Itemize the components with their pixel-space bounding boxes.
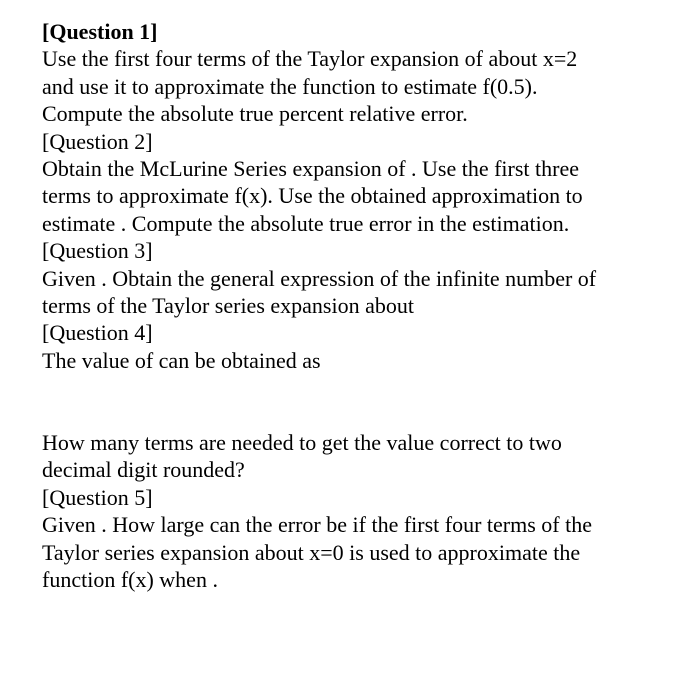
- question-4: [42, 319, 662, 483]
- question-document: [42, 18, 662, 594]
- question-3-line-2: terms of the Taylor series expansion about: [42, 293, 414, 319]
- question-2-line-1: Obtain the McLurine Series expansion of . Use the first three: [42, 156, 580, 182]
- question-5-line-3: function f(x) when .: [42, 567, 218, 593]
- question-4-heading: [Question 4]: [42, 320, 153, 346]
- question-3-line-1: Given . Obtain the general expression of the infinite number of: [42, 265, 597, 291]
- question-5-line-1: Given . How large can the error be if the first four terms of the: [42, 512, 593, 538]
- question-2-line-3: estimate . Compute the absolute true error in the estimation.: [42, 210, 570, 236]
- question-3-heading: [Question 3]: [42, 238, 153, 264]
- question-2-line-2: terms to approximate f(x). Use the obtained approximation to: [42, 183, 583, 209]
- question-1-line-3: Compute the absolute true percent relative error.: [42, 101, 468, 127]
- question-4-line-3: decimal digit rounded?: [42, 457, 245, 483]
- question-3: [42, 237, 662, 319]
- question-2: [42, 128, 662, 238]
- question-5: [42, 484, 662, 594]
- question-5-line-2: Taylor series expansion about x=0 is used to approximate the: [42, 539, 581, 565]
- question-5-heading: [Question 5]: [42, 484, 153, 510]
- question-1-line-1: Use the first four terms of the Taylor expansion of about x=2: [42, 46, 578, 72]
- question-1: [42, 18, 662, 128]
- question-2-heading: [Question 2]: [42, 128, 153, 154]
- question-1-line-2: and use it to approximate the function to estimate f(0.5).: [42, 73, 538, 99]
- question-4-line-2: How many terms are needed to get the value correct to two: [42, 430, 562, 456]
- question-4-line-1: The value of can be obtained as: [42, 347, 321, 373]
- question-1-heading: [Question 1]: [42, 19, 158, 44]
- question-4-missing-formula-space: [42, 374, 662, 429]
